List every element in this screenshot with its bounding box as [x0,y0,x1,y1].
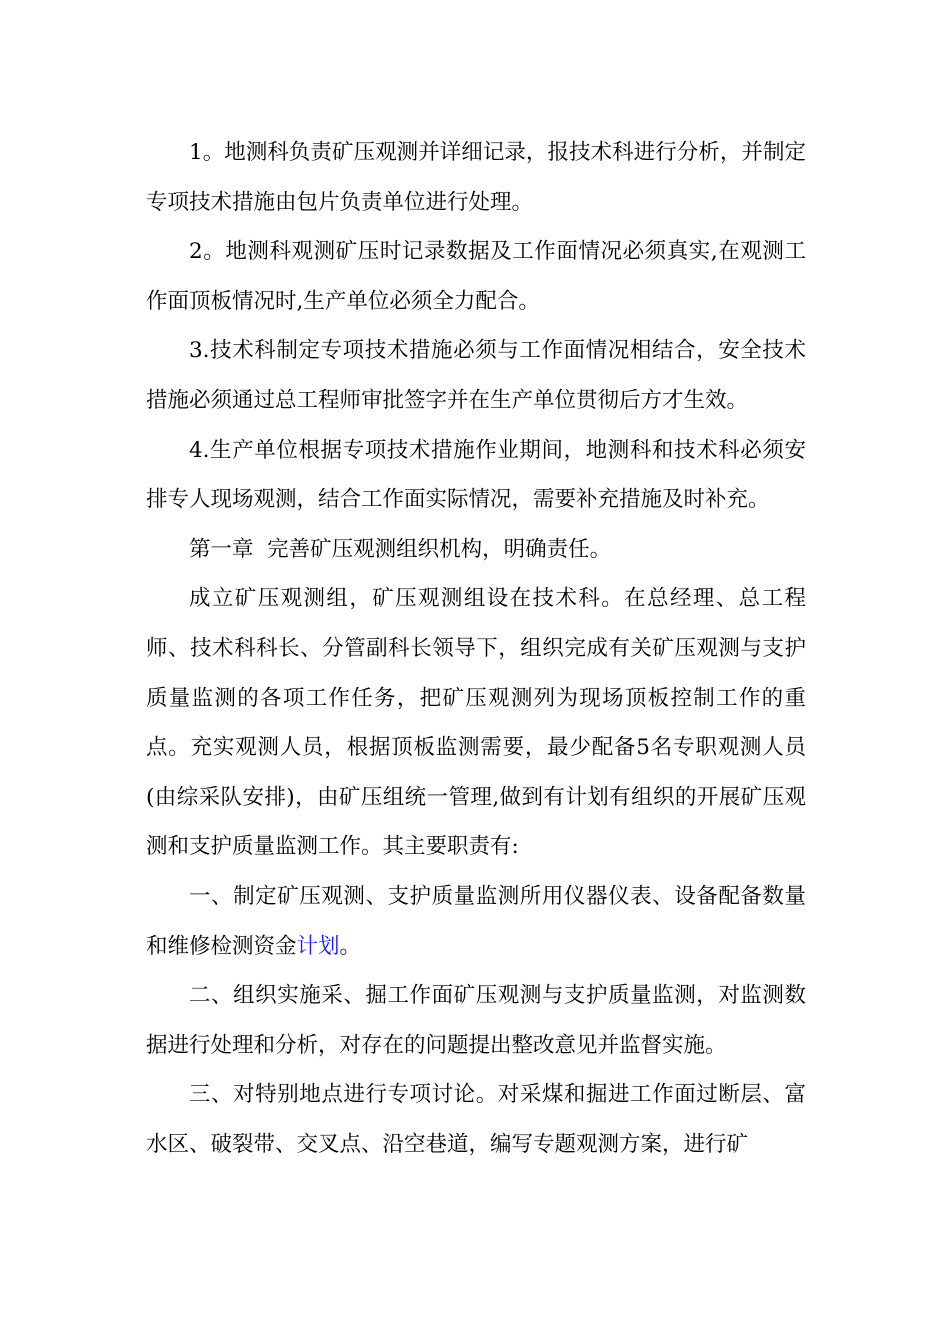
paragraph-4: 4.生产单位根据专项技术措施作业期间，地测科和技术科必须安排专人现场观测，结合工作面实际情况，需要补充措施及时补充。 [146,437,806,513]
paragraph-3: 3.技术科制定专项技术措施必须与工作面情况相结合，安全技术措施必须通过总工程师审批签字并在生产单位贯彻后方才生效。 [146,338,806,413]
paragraph-duty-3: 三、对特别地点进行专项讨论。对采煤和掘进工作面过断层、富水区、破裂带、交叉点、沿空巷道，编写专题观测方案，进行矿 [146,1082,806,1157]
chapter-heading: 第一章 完善矿压观测组织机构，明确责任。 [189,536,612,562]
plan-link[interactable]: 计划 [296,933,340,959]
paragraph-observation-group: 成立矿压观测组，矿压观测组设在技术科。在总经理、总工程师、技术科科长、分管副科长领导下，组织完成有关矿压观测与支护质量监测的各项工作任务，把矿压观测列为现场顶板控制工作的重点。充实观测人员，根据顶板监测需要，最少配备5名专职观测人员(由综采队安排)，由矿压组统一管理,做到有计划有组织的开展矿压观测和支护质量监测工作。其主要职责有: [146,586,806,860]
duty-1-suffix: 。 [339,933,362,959]
paragraph-duty-1 [146,872,806,971]
document-body [146,128,806,1169]
duty-1-text: 一、制定矿压观测、支护质量监测所用仪器仪表、设备配备数量和维修检测资金 [146,883,806,959]
paragraph-1: 1。地测科负责矿压观测并详细记录，报技术科进行分析，并制定专项技术措施由包片负责单位进行处理。 [146,140,806,215]
paragraph-duty-2: 二、组织实施采、掘工作面矿压观测与支护质量监测，对监测数据进行处理和分析，对存在的问题提出整改意见并监督实施。 [146,983,806,1058]
paragraph-2: 2。地测科观测矿压时记录数据及工作面情况必须真实,在观测工作面顶板情况时,生产单位必须全力配合。 [146,239,806,314]
